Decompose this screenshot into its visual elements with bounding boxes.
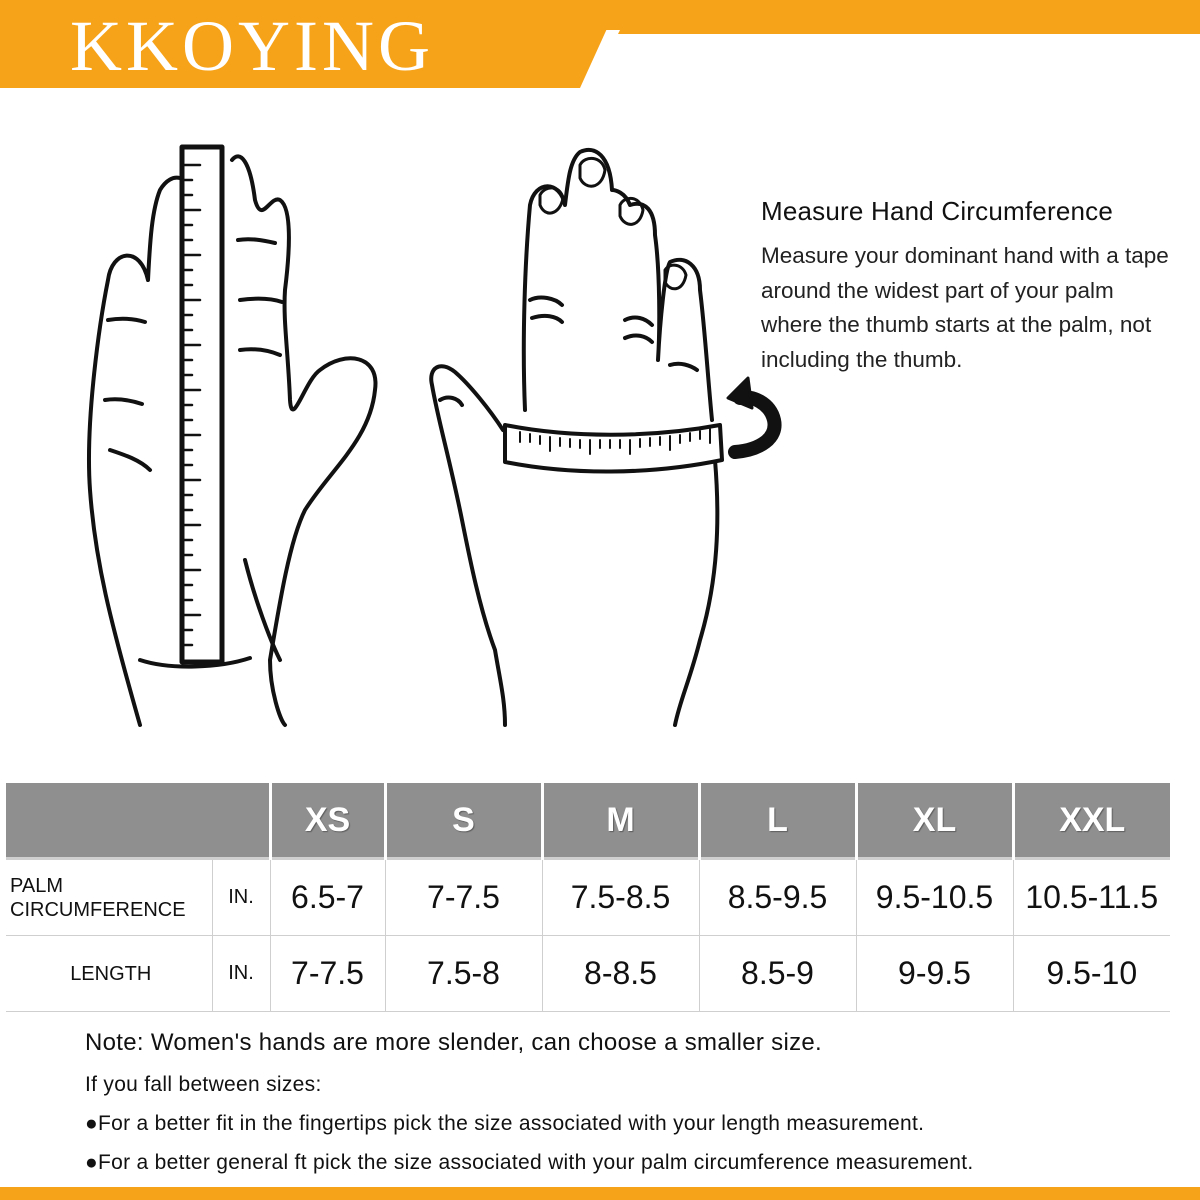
- table-cell: 7.5-8.5: [542, 859, 699, 936]
- size-s: S: [385, 783, 542, 859]
- table-cell: 7-7.5: [385, 859, 542, 936]
- size-xxl: XXL: [1013, 783, 1170, 859]
- hand-with-ruler-icon: [89, 147, 375, 725]
- size-chart-table: [6, 783, 1170, 1012]
- note-tip-palm: ●For a better general ft pick the size associated with your palm circumference measurement.: [85, 1151, 974, 1174]
- table-cell: 10.5-11.5: [1013, 859, 1170, 936]
- table-cell: 7-7.5: [270, 936, 385, 1012]
- measure-instructions: Measure your dominant hand with a tape around the widest part of your palm where the thumb starts at the palm, not including the thumb.: [761, 243, 1169, 372]
- size-header-row: [6, 783, 1170, 859]
- footer-band: [0, 1187, 1200, 1200]
- size-xl: XL: [856, 783, 1013, 859]
- table-row: [6, 859, 1170, 936]
- table-cell: 8.5-9.5: [699, 859, 856, 936]
- notes-section: [85, 1026, 1185, 1182]
- hand-with-measuring-tape-icon: [431, 150, 774, 725]
- measure-title: Measure Hand Circumference: [761, 196, 1114, 226]
- size-m: M: [542, 783, 699, 859]
- header-blank: [6, 783, 270, 859]
- table-cell: 7.5-8: [385, 936, 542, 1012]
- row-unit: IN.: [212, 859, 270, 936]
- note-between-sizes: If you fall between sizes:: [85, 1073, 322, 1096]
- header-banner: [0, 0, 1200, 90]
- table-cell: 6.5-7: [270, 859, 385, 936]
- table-cell: 9-9.5: [856, 936, 1013, 1012]
- table-row: [6, 936, 1170, 1012]
- row-label-palm: PALM CIRCUMFERENCE: [6, 859, 212, 936]
- size-xs: XS: [270, 783, 385, 859]
- table-cell: 9.5-10: [1013, 936, 1170, 1012]
- note-women: Note: Women's hands are more slender, can choose a smaller size.: [85, 1029, 823, 1056]
- size-l: L: [699, 783, 856, 859]
- row-label-length: LENGTH: [6, 936, 212, 1012]
- row-unit: IN.: [212, 936, 270, 1012]
- table-cell: 8-8.5: [542, 936, 699, 1012]
- table-cell: 9.5-10.5: [856, 859, 1013, 936]
- table-cell: 8.5-9: [699, 936, 856, 1012]
- note-tip-length: ●For a better fit in the fingertips pick the size associated with your length measurement.: [85, 1112, 925, 1135]
- brand-logo: KKOYING: [70, 6, 434, 86]
- rotate-arrow-icon: [728, 378, 775, 452]
